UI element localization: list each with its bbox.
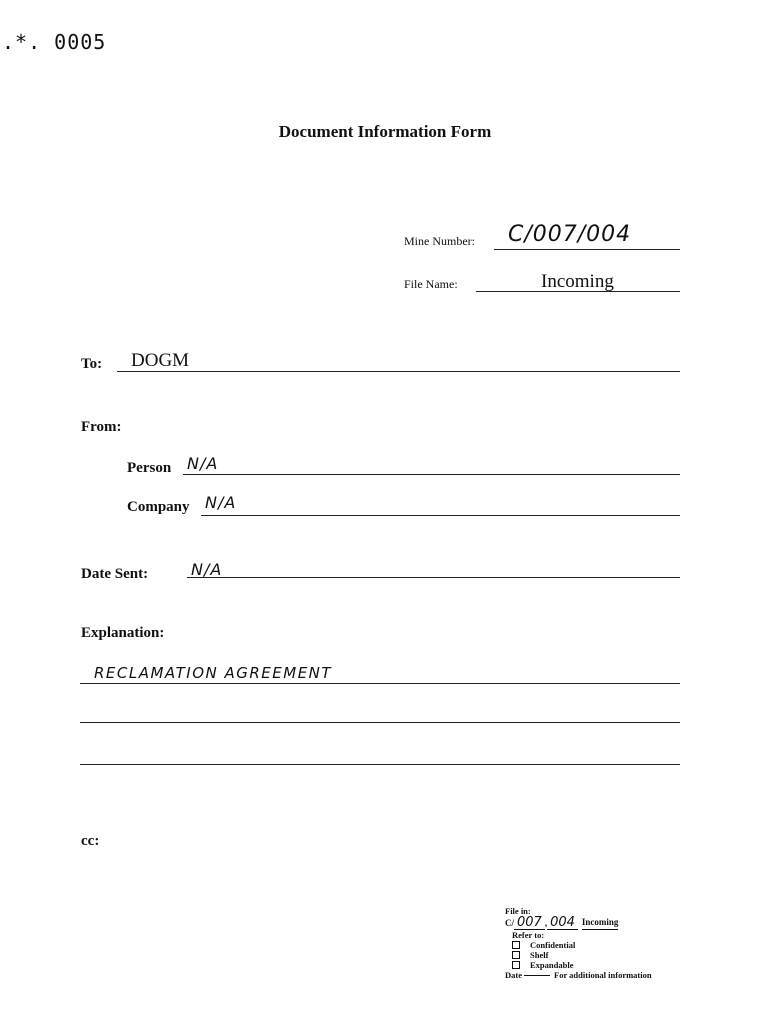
stamp-file-category: Incoming — [582, 916, 619, 930]
checkbox-icon — [512, 961, 520, 969]
stamp-date-row — [505, 970, 652, 980]
stamp-date-label: Date — [505, 970, 522, 980]
stamp-option-expandable — [512, 960, 652, 970]
mine-number-label: Mine Number: — [404, 234, 475, 248]
company-value: N/A — [205, 493, 237, 512]
filing-stamp — [505, 906, 652, 980]
stamp-option-label: Shelf — [530, 950, 549, 960]
stamp-refer-to: Refer to: — [512, 930, 545, 940]
cc-label: cc: — [81, 833, 100, 849]
stamp-file-prefix: C/ — [505, 917, 514, 928]
explanation-line-2 — [80, 722, 680, 723]
stamp-option-label: Confidential — [530, 940, 576, 950]
explanation-line-3 — [80, 764, 680, 765]
date-sent-label: Date Sent: — [81, 566, 149, 582]
checkbox-icon — [512, 951, 520, 959]
file-name-line — [476, 291, 680, 292]
stamp-date-blank — [524, 975, 550, 976]
page-number: .*. 0005 — [2, 30, 107, 54]
company-label: Company — [127, 499, 190, 515]
date-sent-line — [187, 577, 680, 578]
person-value: N/A — [187, 454, 219, 473]
checkbox-icon — [512, 941, 520, 949]
stamp-option-confidential — [512, 940, 652, 950]
company-line — [201, 515, 680, 516]
stamp-file-num2: 004 — [547, 916, 578, 930]
stamp-file-in: File in: — [505, 906, 531, 916]
person-line — [183, 474, 680, 475]
title-text: Document Information Form — [278, 122, 492, 141]
from-label: From: — [81, 419, 122, 435]
to-value: DOGM — [131, 350, 190, 371]
mine-number-line — [494, 249, 680, 250]
file-name-value: Incoming — [541, 271, 614, 292]
mine-number-value: C/007/004 — [508, 222, 632, 247]
explanation-text: RECLAMATION AGREEMENT — [94, 664, 333, 682]
stamp-option-shelf — [512, 950, 652, 960]
explanation-label: Explanation: — [81, 625, 165, 641]
file-name-label: File Name: — [404, 277, 458, 291]
to-label: To: — [81, 356, 103, 372]
explanation-line-1 — [80, 683, 680, 684]
stamp-file-sep: , — [544, 917, 548, 928]
stamp-additional: For additional information — [554, 970, 652, 980]
to-line — [117, 371, 680, 372]
stamp-file-num1: 007 — [514, 916, 545, 930]
stamp-option-label: Expandable — [530, 960, 574, 970]
date-sent-value: N/A — [191, 560, 223, 579]
person-label: Person — [127, 460, 172, 476]
stamp-file-line — [505, 916, 652, 930]
page-title — [0, 122, 770, 142]
